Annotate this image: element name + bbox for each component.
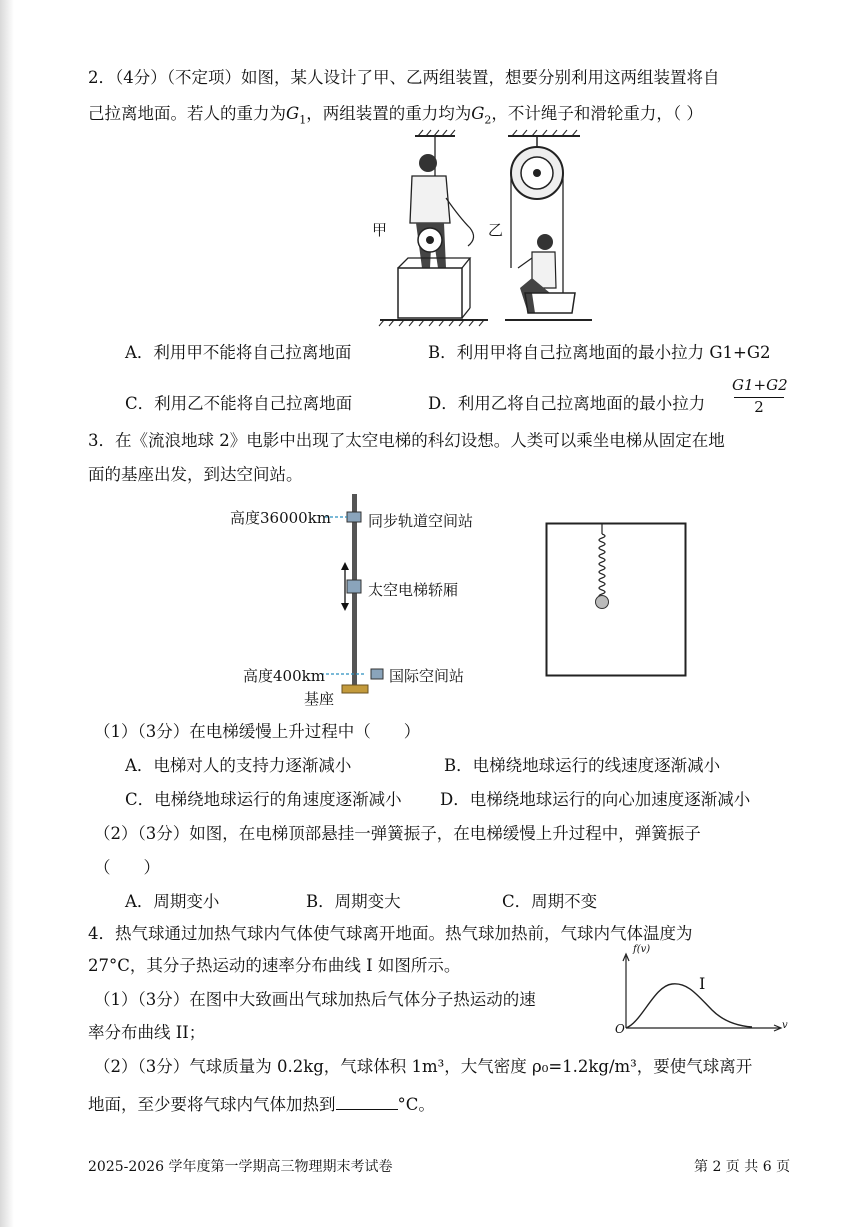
- person-jia-icon: [410, 154, 474, 268]
- q4-sub1-line1: （1）（3分）在图中大致画出气球加热后气体分子热运动的速: [94, 990, 536, 1009]
- q3-sub2-option-c: C．周期不变: [502, 892, 598, 911]
- footer-exam-title: 2025-2026 学年度第一学期高三物理期末考试卷: [88, 1159, 393, 1175]
- q3-sub1-option-a: A．电梯对人的支持力逐渐减小: [125, 756, 352, 775]
- label-jia: 甲: [372, 221, 388, 239]
- q3-sub2-option-a: A．周期变小: [125, 892, 220, 911]
- q3-sub1-stem: （1）（3分）在电梯缓慢上升过程中（ ）: [94, 722, 421, 741]
- q4-sub1-line2: 率分布曲线 II；: [88, 1023, 206, 1042]
- q2-option-a: A．利用甲不能将自己拉离地面: [125, 343, 352, 362]
- spring-oscillator-figure: [545, 522, 687, 677]
- page-edge-shadow: [0, 0, 14, 1227]
- graph-origin-label: O: [615, 1022, 625, 1036]
- base-label: 基座: [304, 690, 335, 708]
- iss-label: 国际空间站: [389, 667, 465, 685]
- curve-I: [626, 984, 752, 1028]
- q2-d-numerator: G1+G2: [732, 376, 788, 394]
- q3-sub1-option-d: D．电梯绕地球运行的向心加速度逐渐减小: [440, 790, 751, 809]
- q2-option-d: D．利用乙将自己拉离地面的最小拉力: [428, 394, 706, 413]
- elevator-car-label: 太空电梯轿厢: [368, 581, 459, 599]
- q2-stem-line2: 己拉离地面。若人的重力为$G_1$，两组装置的重力均为$G_2$，不计绳子和滑轮重力，（ ）: [88, 104, 703, 127]
- q3-sub2-stem-line1: （2）（3分）如图，在电梯顶部悬挂一弹簧振子，在电梯缓慢上升过程中，弹簧振子: [94, 824, 701, 843]
- label-yi: 乙: [488, 221, 504, 239]
- curve-I-label: I: [699, 974, 706, 993]
- footer-page-number: 第 2 页 共 6 页: [694, 1159, 791, 1175]
- graph-y-label: f(v): [633, 944, 651, 955]
- q3-sub2-stem-line2: （ ）: [94, 858, 160, 877]
- q2-d-denominator: 2: [754, 398, 764, 416]
- q3-sub1-option-b: B．电梯绕地球运行的线速度逐渐减小: [444, 756, 721, 775]
- graph-x-label: v: [782, 1020, 788, 1031]
- q4-sub2-line1: （2）（3分）气球质量为 0.2kg，气球体积 1m³，大气密度 ρ₀=1.2kg/m³，要使气球离开: [94, 1057, 753, 1076]
- q3-sub2-option-b: B．周期变大: [306, 892, 401, 911]
- q2-stem-line1: 2．（4分）（不定项）如图，某人设计了甲、乙两组装置，想要分别利用这两组装置将自: [88, 68, 720, 87]
- sync-station-label: 同步轨道空间站: [368, 512, 474, 530]
- speed-distribution-graph: [612, 942, 802, 1042]
- q4-stem-line1: 4．热气球通过加热气球内气体使气球离开地面。热气球加热前，气球内气体温度为: [88, 924, 693, 943]
- height-low-label: 高度400km: [243, 667, 325, 685]
- person-yi-icon: [518, 234, 556, 313]
- q2-pulley-figure: [360, 128, 790, 328]
- q4-stem-line2: 27°C，其分子热运动的速率分布曲线 I 如图所示。: [88, 956, 461, 975]
- q4-sub2-line2: 地面，至少要将气球内气体加热到 °C。: [88, 1091, 435, 1117]
- q3-stem-line1: 3．在《流浪地球 2》电影中出现了太空电梯的科幻设想。人类可以乘坐电梯从固定在地: [88, 431, 725, 450]
- q3-stem-line2: 面的基座出发，到达空间站。: [88, 465, 303, 484]
- height-top-label: 高度36000km: [230, 509, 332, 527]
- q2-option-c: C．利用乙不能将自己拉离地面: [125, 394, 353, 413]
- answer-blank: [336, 1091, 398, 1110]
- q3-sub1-option-c: C．电梯绕地球运行的角速度逐渐减小: [125, 790, 402, 809]
- q2-option-b: B．利用甲将自己拉离地面的最小拉力 G1+G2: [428, 343, 771, 362]
